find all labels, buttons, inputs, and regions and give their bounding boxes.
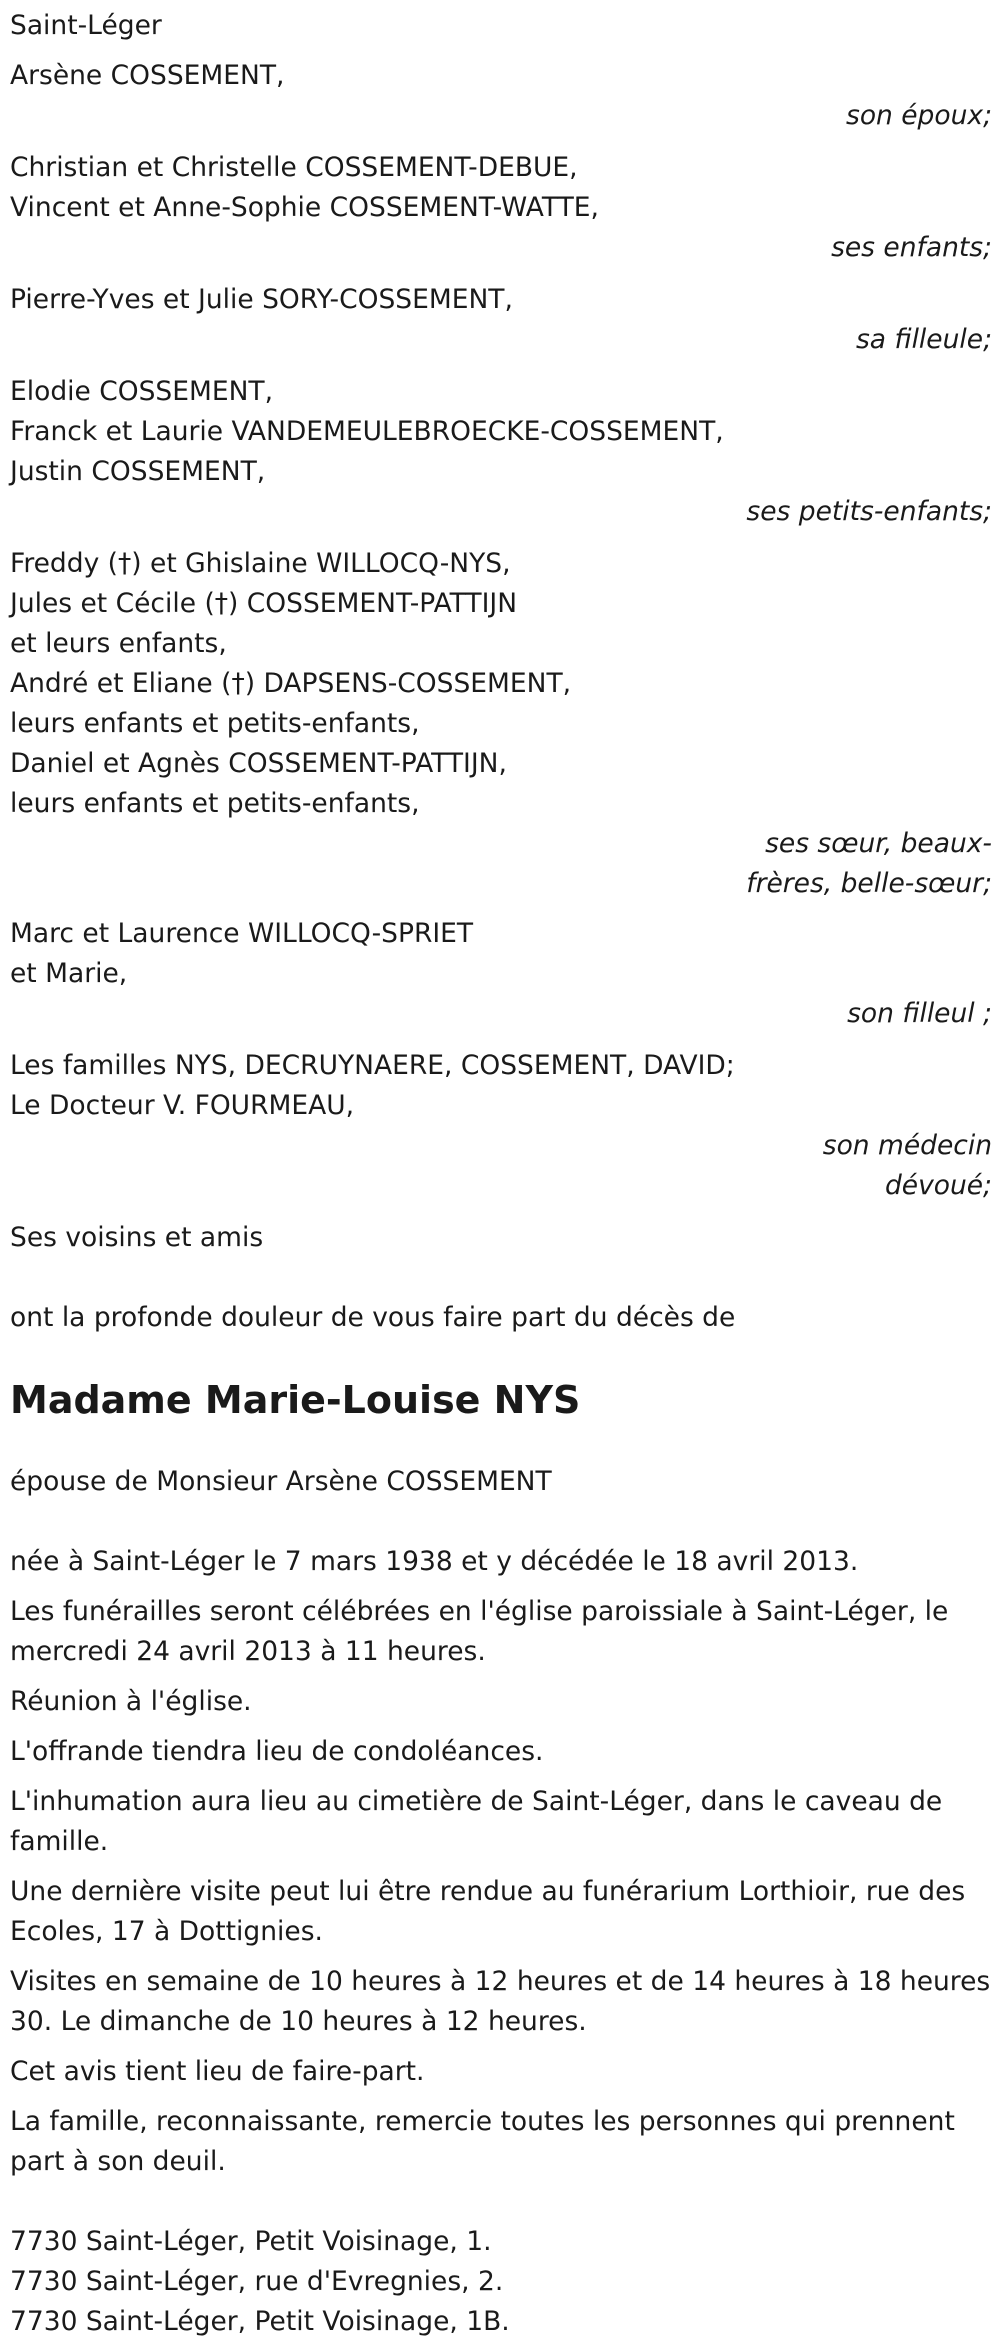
family-line: Vincent et Anne-Sophie COSSEMENT-WATTE, [10,192,599,223]
family-line: Justin COSSEMENT, [10,456,266,487]
family-line: Elodie COSSEMENT, [10,376,274,407]
detail-paragraph: L'offrande tiendra lieu de condoléances. [10,1736,544,1767]
family-line: Arsène COSSEMENT, [10,60,285,91]
detail-paragraph: La famille, reconnaissante, remercie toutes les personnes qui prennent part à son deuil. [10,2106,955,2177]
family-group-others [10,1046,992,1206]
family-role: ses sœur, beaux- [765,828,992,859]
spouse-line: épouse de Monsieur Arsène COSSEMENT [10,1466,552,1497]
family-group-grandchildren [10,372,992,532]
family-line: Daniel et Agnès COSSEMENT-PATTIJN, [10,748,507,779]
family-line: Le Docteur V. FOURMEAU, [10,1090,355,1121]
announcement-line: ont la profonde douleur de vous faire part du décès de [10,1302,736,1333]
family-line: Jules et Cécile (†) COSSEMENT-PATTIJN [10,588,518,619]
deceased-name: Madame Marie-Louise NYS [10,1378,581,1422]
detail-paragraph: Une dernière visite peut lui être rendue au funérarium Lorthioir, rue des Ecoles, 17 à Dottignies. [10,1876,966,1947]
family-role: son médecin [822,1130,992,1161]
family-group-spouse [10,56,992,136]
details-block [10,1542,992,2182]
family-role: ses petits-enfants; [746,496,992,527]
address-line: 7730 Saint-Léger, Petit Voisinage, 1. [10,2226,492,2257]
family-role: son époux; [846,100,992,131]
detail-paragraph: Visites en semaine de 10 heures à 12 heures et de 14 heures à 18 heures 30. Le dimanche de 10 heures à 12 heures. [10,1966,991,2037]
family-line: Les familles NYS, DECRUYNAERE, COSSEMENT, DAVID; [10,1050,735,1081]
detail-paragraph: née à Saint-Léger le 7 mars 1938 et y décédée le 18 avril 2013. [10,1546,859,1577]
family-role: dévoué; [884,1170,992,1201]
family-line: leurs enfants et petits-enfants, [10,708,420,739]
family-line: Franck et Laurie VANDEMEULEBROECKE-COSSEMENT, [10,416,724,447]
family-group-siblings [10,544,992,904]
top-place: Saint-Léger [10,10,162,41]
detail-paragraph: L'inhumation aura lieu au cimetière de Saint-Léger, dans le caveau de famille. [10,1786,943,1857]
family-line: Freddy (†) et Ghislaine WILLOCQ-NYS, [10,548,511,579]
family-line: Pierre-Yves et Julie SORY-COSSEMENT, [10,284,513,315]
family-line: et Marie, [10,958,128,989]
family-role: sa filleule; [855,324,992,355]
family-line: Christian et Christelle COSSEMENT-DEBUE, [10,152,578,183]
family-group-goddaughter [10,280,992,360]
family-group-children [10,148,992,268]
family-line: leurs enfants et petits-enfants, [10,788,420,819]
detail-paragraph: Les funérailles seront célébrées en l'église paroissiale à Saint-Léger, le mercredi 24 avril 2013 à 11 heures. [10,1596,949,1667]
family-role: ses enfants; [831,232,992,263]
neighbours-line: Ses voisins et amis [10,1222,264,1253]
detail-paragraph: Cet avis tient lieu de faire-part. [10,2056,425,2087]
family-line: Marc et Laurence WILLOCQ-SPRIET [10,918,474,949]
family-group-godson [10,914,992,1034]
family-role: frères, belle-sœur; [746,868,992,899]
address-line: 7730 Saint-Léger, rue d'Evregnies, 2. [10,2266,504,2297]
family-role: son filleul ; [847,998,992,1029]
family-line: André et Eliane (†) DAPSENS-COSSEMENT, [10,668,572,699]
addresses-block [10,2222,992,2342]
detail-paragraph: Réunion à l'église. [10,1686,252,1717]
family-line: et leurs enfants, [10,628,227,659]
address-line: 7730 Saint-Léger, Petit Voisinage, 1B. [10,2306,510,2337]
